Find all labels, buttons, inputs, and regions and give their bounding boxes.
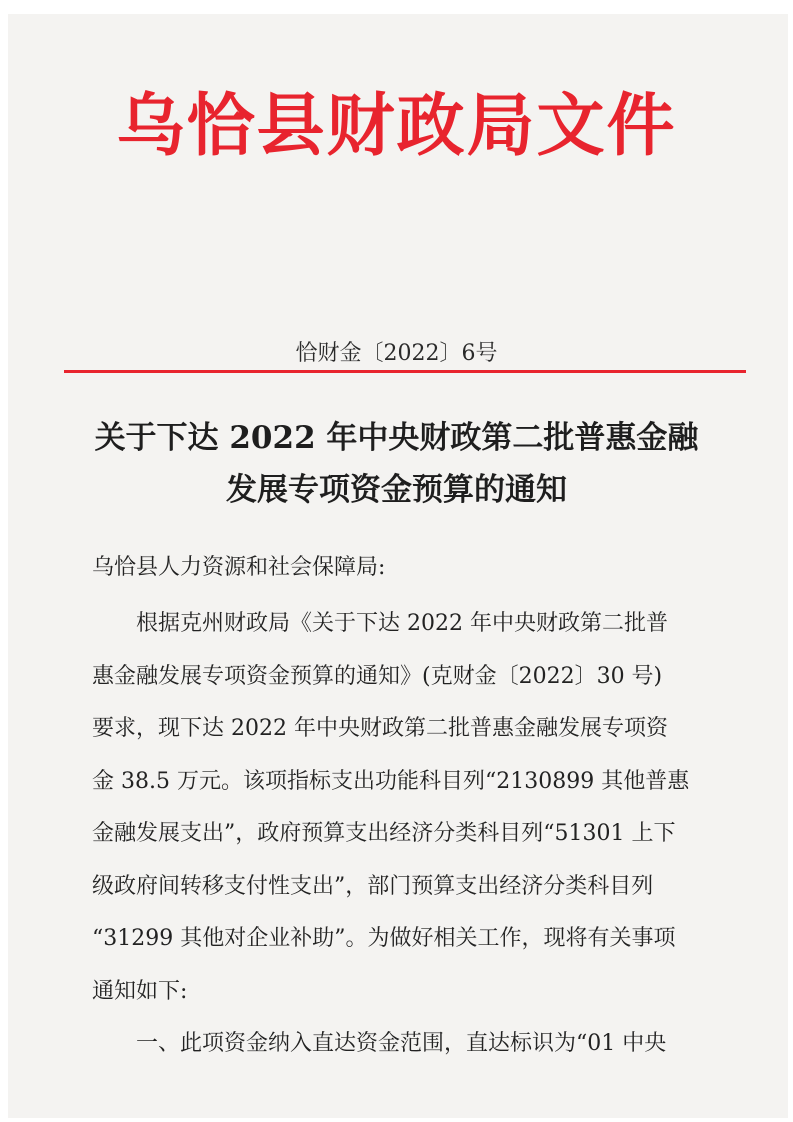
body-line-7: “31299 其他对企业补助”。为做好相关工作，现将有关事项	[92, 926, 676, 951]
notice-title-line-1: 关于下达 2022 年中央财政第二批普惠金融	[94, 420, 699, 456]
body-line-1: 根据克州财政局《关于下达 2022 年中央财政第二批普	[136, 611, 668, 636]
red-divider-line	[64, 370, 746, 373]
body-line-2: 惠金融发展专项资金预算的通知》(克财金〔2022〕30 号)	[92, 663, 663, 689]
body-line-6: 级政府间转移支付性支出”，部门预算支出经济分类科目列	[92, 873, 654, 899]
body-text	[92, 598, 712, 1071]
recipient: 乌恰县人力资源和社会保障局:	[92, 555, 386, 580]
document-number: 恰财金〔2022〕6号	[295, 341, 498, 366]
body-line-3: 要求，现下达 2022 年中央财政第二批普惠金融发展专项资	[92, 716, 668, 741]
body-line-4: 金 38.5 万元。该项指标支出功能科目列“2130899 其他普惠	[92, 768, 690, 794]
notice-title-line-2: 发展专项资金预算的通知	[226, 472, 567, 508]
body-line-9: 一、此项资金纳入直达资金范围，直达标识为“01 中央	[136, 1031, 667, 1056]
notice-title	[40, 412, 753, 516]
document-header-title: 乌恰县财政局文件	[116, 86, 677, 166]
body-line-8: 通知如下:	[92, 978, 188, 1004]
body-line-5: 金融发展支出”，政府预算支出经济分类科目列“51301 上下	[92, 821, 676, 846]
